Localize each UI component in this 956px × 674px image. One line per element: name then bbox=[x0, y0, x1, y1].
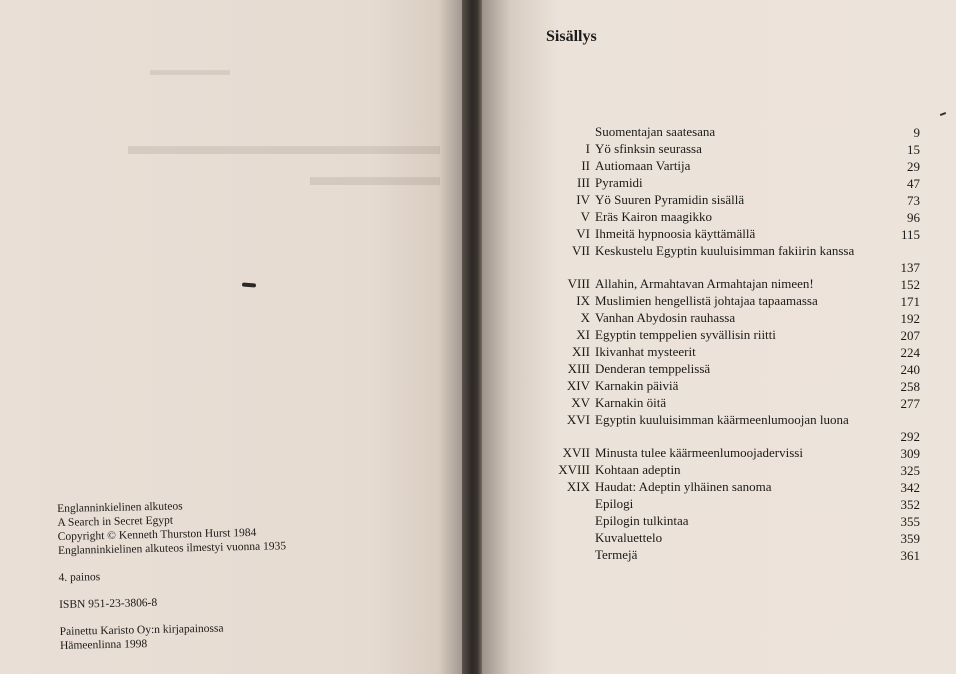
toc-chapter-title: Yö sfinksin seurassa bbox=[595, 141, 702, 156]
toc-chapter-title: Egyptin temppelien syvällisin riitti bbox=[595, 327, 776, 342]
toc-chapter-title: Suomentajan saatesana bbox=[595, 124, 716, 139]
toc-chapter-title: Minusta tulee käärmeenlumoojadervissi bbox=[595, 445, 803, 460]
toc-chapter-title: Ikivanhat mysteerit bbox=[595, 344, 696, 359]
toc-entry bbox=[540, 293, 920, 310]
toc-page-number: 359 bbox=[900, 531, 920, 546]
toc-chapter-title: Ihmeitä hypnoosia käyttämällä bbox=[595, 226, 756, 241]
toc-page-number: 73 bbox=[907, 193, 920, 208]
toc-chapter-title: Kuvaluettelo bbox=[595, 530, 663, 545]
toc-page-number: 224 bbox=[900, 345, 920, 360]
toc-chapter-title: Vanhan Abydosin rauhassa bbox=[595, 310, 736, 325]
toc-entry bbox=[540, 124, 920, 141]
toc-page-number: 9 bbox=[913, 125, 920, 140]
toc-chapter-number: XII bbox=[571, 344, 590, 359]
toc-chapter-number: XVIII bbox=[558, 462, 590, 477]
toc-chapter-title: Karnakin päiviä bbox=[595, 378, 679, 393]
toc-chapter-title: Epilogi bbox=[595, 496, 634, 511]
toc-chapter-number: XI bbox=[576, 327, 590, 342]
toc-chapter-number: XIII bbox=[567, 361, 590, 376]
toc-entry bbox=[540, 243, 920, 276]
printer-line: Painettu Karisto Oy:n kirjapainossa bbox=[59, 622, 224, 638]
toc-entry bbox=[540, 395, 920, 412]
toc-page-number: 292 bbox=[900, 429, 920, 444]
toc-chapter-title: Egyptin kuuluisimman käärmeenlumoojan luona bbox=[595, 412, 849, 427]
isbn: ISBN 951-23-3806-8 bbox=[59, 596, 158, 611]
toc-page-number: 325 bbox=[900, 463, 920, 478]
imprint-line: Englanninkielinen alkuteos ilmestyi vuonna 1935 bbox=[57, 540, 287, 557]
toc-entry bbox=[540, 479, 920, 496]
toc-page-number: 47 bbox=[907, 176, 920, 191]
toc-page-number: 171 bbox=[900, 294, 920, 309]
toc-page-number: 15 bbox=[907, 142, 920, 157]
toc-chapter-title: Kohtaan adeptin bbox=[595, 462, 681, 477]
toc-entry bbox=[540, 361, 920, 378]
toc-entry bbox=[540, 496, 920, 513]
imprint-line: Englanninkielinen alkuteos bbox=[57, 500, 183, 515]
toc-entry bbox=[540, 226, 920, 243]
toc-chapter-title: Autiomaan Vartija bbox=[595, 158, 691, 173]
toc-page-number: 277 bbox=[900, 396, 920, 411]
toc-page-number: 258 bbox=[900, 379, 920, 394]
toc-chapter-title: Termejä bbox=[595, 547, 638, 562]
toc-page-number: 115 bbox=[900, 227, 920, 242]
toc-chapter-number: X bbox=[580, 310, 590, 325]
toc-chapter-title: Muslimien hengellistä johtajaa tapaamassa bbox=[595, 293, 818, 308]
toc-chapter-number: IV bbox=[576, 192, 590, 207]
toc-entry bbox=[540, 209, 920, 226]
toc-entry bbox=[540, 462, 920, 479]
show-through-title: ▬▬▬▬▬▬▬▬▬▬▬▬ ▬▬▬▬▬ bbox=[128, 131, 440, 192]
toc-entry bbox=[540, 327, 920, 344]
toc-entry bbox=[540, 344, 920, 361]
imprint-line: Copyright © Kenneth Thurston Hurst 1984 bbox=[57, 526, 257, 543]
toc-entry bbox=[540, 276, 920, 293]
toc-chapter-number: XVII bbox=[562, 445, 590, 460]
toc-page-number: 96 bbox=[907, 210, 920, 225]
toc-page-number: 192 bbox=[900, 311, 920, 326]
toc-page-number: 207 bbox=[900, 328, 920, 343]
toc-page-number: 361 bbox=[900, 548, 920, 563]
toc-chapter-number: XIX bbox=[566, 479, 590, 494]
toc-chapter-title: Eräs Kairon maagikko bbox=[595, 209, 712, 224]
toc-chapter-number: IX bbox=[576, 293, 590, 308]
toc-chapter-title: Karnakin öitä bbox=[595, 395, 667, 410]
toc-page-number: 240 bbox=[900, 362, 920, 377]
toc-entry bbox=[540, 158, 920, 175]
toc-chapter-number: XIV bbox=[566, 378, 590, 393]
book-gutter bbox=[462, 0, 484, 674]
toc-chapter-number: I bbox=[585, 141, 590, 156]
toc-chapter-number: V bbox=[580, 209, 590, 224]
toc-chapter-number: XV bbox=[571, 395, 590, 410]
toc-entry bbox=[540, 530, 920, 547]
toc-chapter-number: VI bbox=[576, 226, 590, 241]
toc-chapter-title: Pyramidi bbox=[595, 175, 643, 190]
toc-entry bbox=[540, 547, 920, 564]
toc-entry bbox=[540, 445, 920, 462]
toc-chapter-title: Epilogin tulkintaa bbox=[595, 513, 689, 528]
toc-chapter-title: Allahin, Armahtavan Armahtajan nimeen! bbox=[595, 276, 814, 291]
toc-entry bbox=[540, 141, 920, 158]
printer-line: Hämeenlinna 1998 bbox=[59, 638, 148, 652]
toc-chapter-number: VIII bbox=[567, 276, 590, 291]
toc-page-number: 355 bbox=[900, 514, 920, 529]
toc-page-number: 137 bbox=[900, 260, 920, 275]
imprint-block bbox=[57, 497, 288, 653]
toc-chapter-number: XVI bbox=[566, 412, 590, 427]
ink-smudge bbox=[242, 283, 256, 288]
toc-entry bbox=[540, 412, 920, 445]
toc-entry bbox=[540, 175, 920, 192]
toc-heading: Sisällys bbox=[546, 28, 597, 45]
toc-entry bbox=[540, 378, 920, 395]
imprint-line: A Search in Secret Egypt bbox=[57, 514, 174, 529]
show-through-text: ▬▬▬▬▬ bbox=[150, 62, 230, 79]
toc-page-number: 352 bbox=[900, 497, 920, 512]
toc-chapter-title: Keskustelu Egyptin kuuluisimman fakiirin kanssa bbox=[595, 243, 855, 258]
edition: 4. painos bbox=[58, 571, 101, 584]
toc-chapter-title: Denderan temppelissä bbox=[595, 361, 711, 376]
table-of-contents bbox=[540, 124, 920, 564]
toc-chapter-number: II bbox=[581, 158, 590, 173]
toc-page-number: 29 bbox=[907, 159, 920, 174]
toc-entry bbox=[540, 310, 920, 327]
toc-entry bbox=[540, 513, 920, 530]
toc-chapter-number: III bbox=[577, 175, 590, 190]
toc-chapter-title: Yö Suuren Pyramidin sisällä bbox=[595, 192, 745, 207]
toc-chapter-title: Haudat: Adeptin ylhäinen sanoma bbox=[595, 479, 772, 494]
toc-page-number: 309 bbox=[900, 446, 920, 461]
toc-entry bbox=[540, 192, 920, 209]
toc-page-number: 152 bbox=[900, 277, 920, 292]
toc-chapter-number: VII bbox=[571, 243, 590, 258]
toc-page-number: 342 bbox=[900, 480, 920, 495]
